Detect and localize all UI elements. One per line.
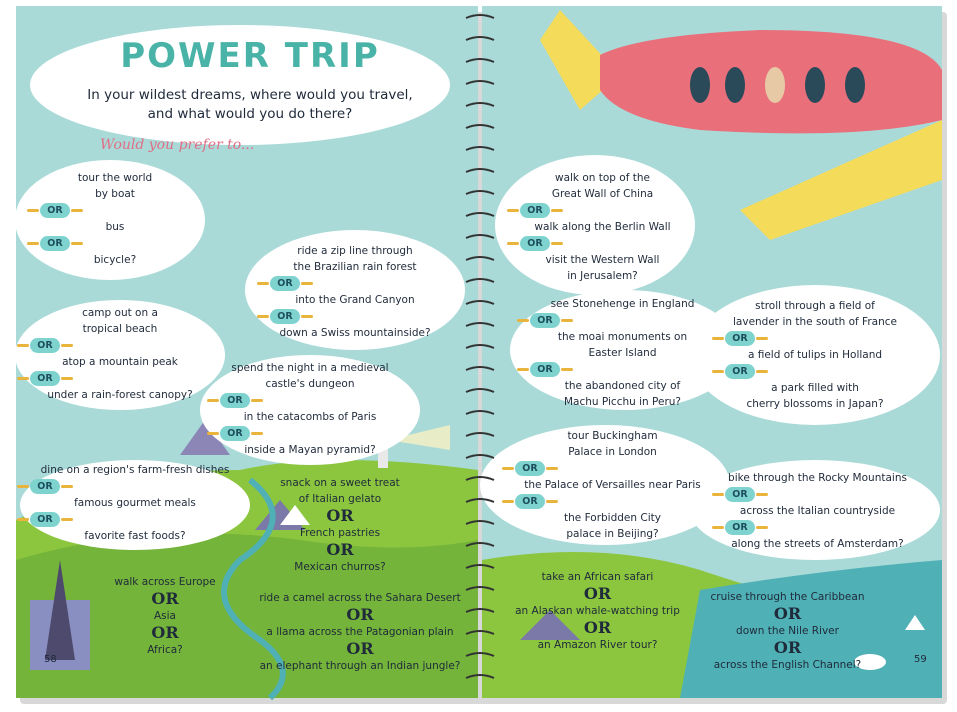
option-text: take an African safari: [541, 571, 654, 583]
or-separator: OR: [520, 203, 685, 218]
option-text: spend the night in a medieval: [231, 362, 389, 374]
or-separator: OR: [30, 512, 240, 527]
option-text: by boat: [95, 188, 135, 200]
question-block: [220, 360, 400, 458]
option-text: walk across Europe: [114, 576, 216, 588]
plane-window: [725, 67, 745, 103]
option-text: the Brazilian rain forest: [293, 261, 417, 273]
option-text: famous gourmet meals: [74, 497, 196, 509]
or-separator: OR: [520, 236, 685, 251]
question-block: [30, 462, 240, 544]
option-text: visit the Western Wall: [545, 254, 660, 266]
option-text: the abandoned city of: [564, 380, 681, 392]
or-separator: OR: [515, 461, 710, 476]
question-block: [240, 590, 480, 674]
or-separator: OR: [515, 494, 710, 509]
or-separator: OR: [40, 203, 190, 218]
subtitle-line: In your wildest dreams, where would you travel,: [87, 87, 413, 103]
option-text: bike through the Rocky Mountains: [728, 472, 907, 484]
option-text: the Forbidden City: [564, 512, 661, 524]
question-block: [725, 298, 905, 412]
or-separator: OR: [151, 623, 179, 642]
option-text: Machu Picchu in Peru?: [564, 396, 681, 408]
prompt-heading: Would you prefer to...: [100, 137, 255, 153]
option-text: snack on a sweet treat: [280, 477, 400, 489]
option-text: across the Italian countryside: [739, 505, 896, 517]
page-number-left: 58: [44, 654, 57, 665]
option-text: the Palace of Versailles near Paris: [524, 479, 701, 491]
option-text: bus: [105, 221, 125, 233]
option-text: tour the world: [77, 172, 153, 184]
or-separator: OR: [270, 276, 440, 291]
or-separator: OR: [270, 309, 440, 324]
or-separator: OR: [151, 589, 179, 608]
option-text: tropical beach: [82, 323, 158, 335]
or-separator: OR: [30, 371, 210, 386]
question-block: [520, 170, 685, 284]
question-block: [725, 470, 910, 552]
or-separator: OR: [773, 604, 802, 623]
or-separator: OR: [725, 331, 905, 346]
option-text: tour Buckingham: [567, 430, 658, 442]
option-text: down a Swiss mountainside?: [279, 327, 431, 339]
or-separator: OR: [530, 362, 715, 377]
page-subtitle: [60, 86, 440, 124]
option-text: walk along the Berlin Wall: [534, 221, 671, 233]
option-text: Palace in London: [568, 446, 657, 458]
option-text: of Italian gelato: [298, 493, 382, 505]
or-separator: OR: [40, 236, 190, 251]
option-text: along the streets of Amsterdam?: [731, 538, 904, 550]
or-separator: OR: [583, 584, 612, 603]
plane-window: [845, 67, 865, 103]
question-block: [515, 428, 710, 542]
option-text: across the English Channel?: [713, 659, 862, 671]
option-text: a llama across the Patagonian plain: [266, 626, 454, 638]
option-text: Africa?: [147, 644, 183, 656]
option-text: castle's dungeon: [265, 378, 355, 390]
option-text: in the catacombs of Paris: [243, 411, 377, 423]
option-text: stroll through a field of: [755, 300, 875, 312]
or-separator: OR: [30, 479, 240, 494]
or-separator: OR: [530, 313, 715, 328]
or-separator: OR: [30, 338, 210, 353]
question-block: [40, 170, 190, 268]
option-text: bicycle?: [93, 254, 137, 266]
or-separator: OR: [326, 540, 354, 559]
plane-window-passenger: [765, 67, 785, 103]
option-text: camp out on a: [82, 307, 158, 319]
option-text: lavender in the south of France: [733, 316, 897, 328]
option-text: cherry blossoms in Japan?: [746, 398, 884, 410]
option-text: an Alaskan whale-watching trip: [515, 605, 680, 617]
option-text: ride a zip line through: [297, 245, 413, 257]
or-separator: OR: [346, 605, 374, 624]
question-block: [510, 569, 685, 653]
question-block: [95, 574, 235, 658]
page-title: POWER TRIP: [120, 36, 380, 76]
plane-window: [805, 67, 825, 103]
option-text: in Jerusalem?: [567, 270, 638, 282]
option-text: an elephant through an Indian jungle?: [259, 660, 461, 672]
or-separator: OR: [326, 506, 354, 525]
or-separator: OR: [346, 639, 374, 658]
option-text: an Amazon River tour?: [537, 639, 658, 651]
option-text: palace in Beijing?: [566, 528, 659, 540]
question-block: [30, 305, 210, 403]
or-separator: OR: [773, 638, 802, 657]
option-text: down the Nile River: [736, 625, 839, 637]
question-block: [705, 589, 870, 673]
option-text: Asia: [153, 610, 176, 622]
option-text: Mexican churros?: [294, 561, 386, 573]
option-text: Great Wall of China: [551, 188, 654, 200]
subtitle-line: and what would you do there?: [147, 106, 353, 122]
or-separator: OR: [725, 520, 910, 535]
question-block: [265, 475, 415, 575]
option-text: into the Grand Canyon: [295, 294, 415, 306]
plane-window: [690, 67, 710, 103]
option-text: inside a Mayan pyramid?: [244, 444, 376, 456]
option-text: walk on top of the: [554, 172, 650, 184]
or-separator: OR: [725, 487, 910, 502]
option-text: a park filled with: [771, 382, 859, 394]
option-text: Easter Island: [588, 347, 657, 359]
or-separator: OR: [583, 618, 612, 637]
option-text: cruise through the Caribbean: [710, 591, 865, 603]
option-text: dine on a region's farm-fresh dishes: [40, 464, 230, 476]
option-text: under a rain-forest canopy?: [47, 389, 193, 401]
or-separator: OR: [220, 426, 400, 441]
or-separator: OR: [725, 364, 905, 379]
option-text: see Stonehenge in England: [550, 298, 695, 310]
page-number-right: 59: [914, 654, 927, 665]
option-text: a field of tulips in Holland: [747, 349, 883, 361]
question-block: [270, 243, 440, 341]
option-text: French pastries: [299, 527, 381, 539]
question-block: [530, 296, 715, 410]
option-text: ride a camel across the Sahara Desert: [259, 592, 461, 604]
or-separator: OR: [220, 393, 400, 408]
option-text: the moai monuments on: [557, 331, 688, 343]
option-text: favorite fast foods?: [84, 530, 186, 542]
option-text: atop a mountain peak: [62, 356, 178, 368]
